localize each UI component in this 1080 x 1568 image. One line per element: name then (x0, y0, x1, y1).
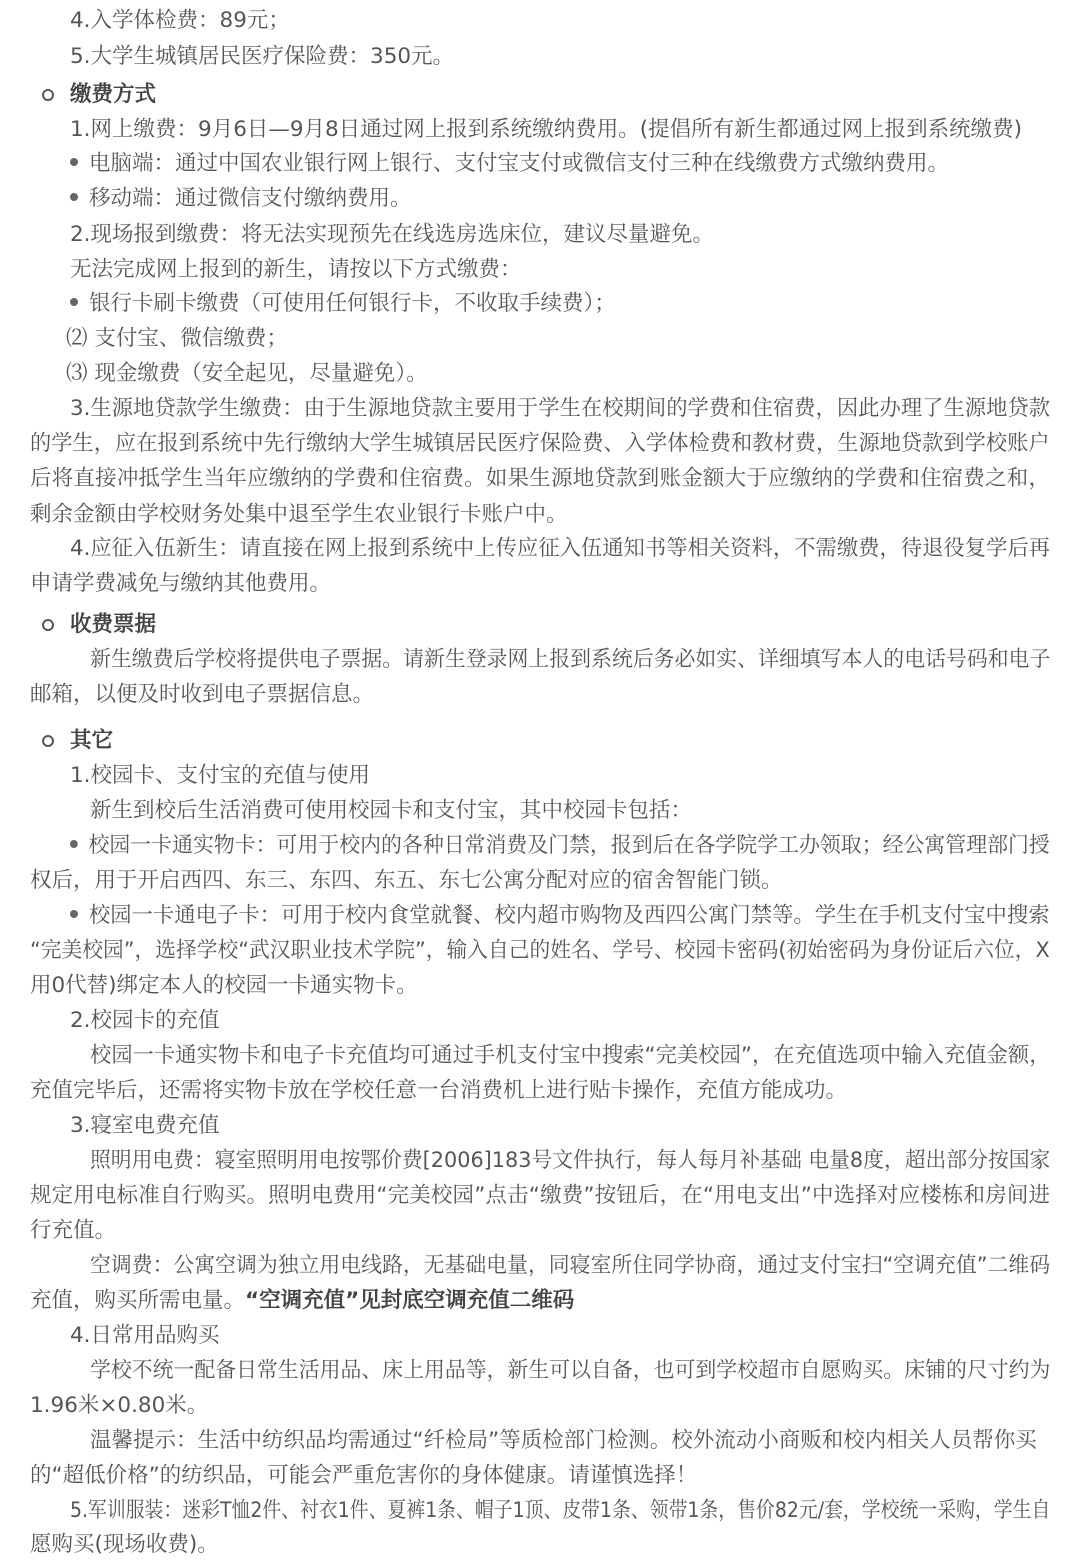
other-daily-line: 1.96米×0.80米。 (30, 1393, 209, 1418)
payment-onsite-intro: 无法完成网上报到的新生，请按以下方式缴费： (70, 257, 522, 282)
ac-qr-note: “空调充值”见封底空调充值二维码 (245, 1288, 575, 1313)
other-tip-line: 温馨提示：生活中纺织品均需通过“纤检局”等质检部门检测。校外流动小商贩和校内相关人员帮你买 (90, 1428, 1037, 1453)
payment-enlist-line: 4.应征入伍新生：请直接在网上报到系统中上传应征入伍通知书等相关资料，不需缴费，待退役复学后再 (70, 536, 1051, 561)
other-uniform-line: 5.军训服装：迷彩T恤2件、衬衣1件、夏裤1条、帽子1顶、皮带1条、领带1条，售价82元/套，学校统一采购，学生自 (70, 1498, 1051, 1523)
circle-bullet-icon (42, 619, 54, 631)
dot-bullet-icon (70, 840, 78, 848)
other-card-title: 1.校园卡、支付宝的充值与使用 (70, 763, 371, 788)
other-card-intro: 新生到校后生活消费可使用校园卡和支付宝，其中校园卡包括： (90, 798, 693, 823)
other-ac-line: 充值，购买所需电量。“空调充值”见封底空调充值二维码 (30, 1288, 575, 1313)
dot-bullet-icon (70, 193, 78, 201)
payment-pc: 电脑端：通过中国农业银行网上银行、支付宝支付或微信支付三种在线缴费方式缴纳费用。 (70, 149, 949, 179)
other-daily-line: 学校不统一配备日常生活用品、床上用品等，新生可以自备，也可到学校超市自愿购买。床铺的尺寸约为 (90, 1358, 1051, 1383)
other-uniform-line: 愿购买(现场收费)。 (30, 1532, 219, 1557)
payment-mobile: 移动端：通过微信支付缴纳费用。 (70, 184, 412, 214)
section-heading-other: 其它 (70, 728, 114, 753)
payment-loan-line: 的学生，应在报到系统中先行缴纳大学生城镇居民医疗保险费、入学体检费和教材费，生源地贷款到学校账户 (30, 431, 1050, 456)
dot-bullet-icon (70, 158, 78, 166)
other-e-card-line: 校园一卡通电子卡：可用于校内食堂就餐、校内超市购物及西四公寓门禁等。学生在手机支付宝中搜索 (70, 901, 1050, 931)
fee-item-physical-exam: 4.入学体检费：89元； (70, 8, 290, 33)
section-heading-payment: 缴费方式 (70, 82, 157, 107)
dot-bullet-icon (70, 298, 78, 306)
payment-online: 1.网上缴费：9月6日—9月8日通过网上报到系统缴纳费用。(提倡所有新生都通过网上报到系统缴费) (70, 117, 1023, 142)
payment-loan-line: 3.生源地贷款学生缴费：由于生源地贷款主要用于学生在校期间的学费和住宿费，因此办理了生源地贷款 (70, 396, 1051, 421)
payment-enlist-line: 申请学费减免与缴纳其他费用。 (30, 571, 332, 596)
circle-bullet-icon (42, 735, 54, 747)
payment-bank-card: 银行卡刷卡缴费（可使用任何银行卡，不收取手续费）； (70, 289, 616, 319)
other-recharge-line: 校园一卡通实物卡和电子卡充值均可通过手机支付宝中搜索“完美校园”，在充值选项中输入充值金额， (90, 1043, 1051, 1068)
payment-alipay-wechat: ⑵ 支付宝、微信缴费； (66, 326, 288, 351)
receipts-line: 新生缴费后学校将提供电子票据。请新生登录网上报到系统后务必如实、详细填写本人的电话号码和电子 (90, 647, 1051, 672)
other-e-card-line: “完美校园”，选择学校“武汉职业技术学院”，输入自己的姓名、学号、校园卡密码(初始密码为身份证后六位，X (30, 938, 1050, 963)
circle-bullet-icon (42, 89, 54, 101)
other-e-card-line: 用0代替)绑定本人的校园一卡通实物卡。 (30, 973, 418, 998)
payment-loan-line: 剩余金额由学校财务处集中退至学生农业银行卡账户中。 (30, 502, 568, 527)
dot-bullet-icon (70, 910, 78, 918)
other-physical-card-line: 校园一卡通实物卡：可用于校内的各种日常消费及门禁，报到后在各学院学工办领取；经公寓管理部门授 (70, 831, 1050, 861)
other-physical-card-line: 权后，用于开启西四、东三、东四、东五、东七公寓分配对应的宿舍智能门锁。 (30, 868, 783, 893)
other-recharge-line: 充值完毕后，还需将实物卡放在学校任意一台消费机上进行贴卡操作，充值方能成功。 (30, 1078, 848, 1103)
other-recharge-title: 2.校园卡的充值 (70, 1008, 220, 1033)
section-heading-receipts: 收费票据 (70, 612, 157, 637)
other-ac-line: 空调费：公寓空调为独立用电线路，无基础电量，同寝室所住同学协商，通过支付宝扫“空调充值”二维码 (90, 1253, 1051, 1278)
other-lighting-line: 行充值。 (30, 1218, 117, 1243)
payment-onsite: 2.现场报到缴费：将无法实现预先在线选房选床位，建议尽量避免。 (70, 222, 715, 247)
other-lighting-line: 规定用电标准自行购买。照明电费用“完美校园”点击“缴费”按钮后，在“用电支出”中选择对应楼栋和房间进 (30, 1183, 1050, 1208)
receipts-line: 邮箱，以便及时收到电子票据信息。 (30, 682, 375, 707)
other-daily-title: 4.日常用品购买 (70, 1323, 220, 1348)
payment-loan-line: 后将直接冲抵学生当年应缴纳的学费和住宿费。如果生源地贷款到账金额大于应缴纳的学费和住宿费之和， (30, 466, 1050, 491)
other-lighting-line: 照明用电费：寝室照明用电按鄂价费[2006]183号文件执行，每人每月补基础 电量8度，超出部分按国家 (90, 1148, 1051, 1173)
fee-item-medical-insurance: 5.大学生城镇居民医疗保险费：350元。 (70, 44, 455, 69)
payment-cash: ⑶ 现金缴费（安全起见，尽量避免）。 (66, 361, 428, 386)
other-tip-line: 的“超低价格”的纺织品，可能会严重危害你的身体健康。请谨慎选择！ (30, 1463, 698, 1488)
other-electric-title: 3.寝室电费充值 (70, 1113, 220, 1138)
